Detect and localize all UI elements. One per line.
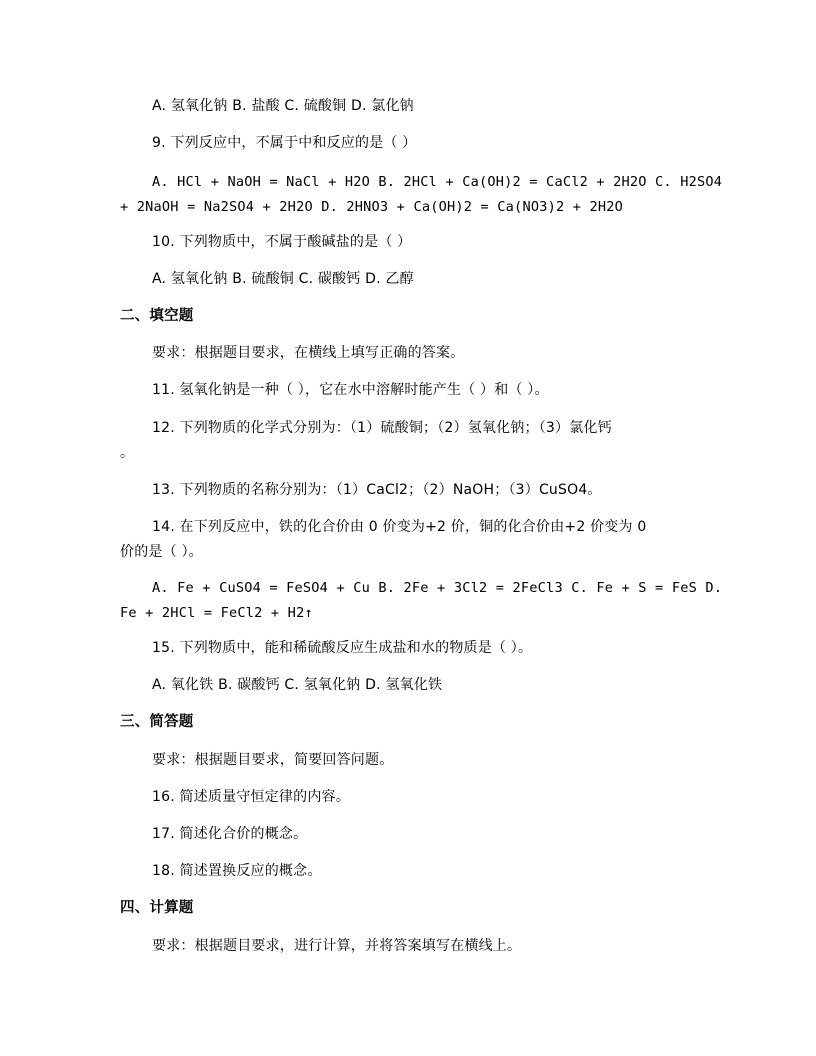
q9-stem: 9. 下列反应中，不属于中和反应的是（ ）	[152, 135, 417, 151]
q17-stem: 17. 简述化合价的概念。	[152, 826, 308, 842]
q18-stem: 18. 简述置换反应的概念。	[152, 863, 322, 879]
q10-stem: 10. 下列物质中，不属于酸碱盐的是（ ）	[152, 234, 412, 250]
section-heading-fill-in: 二、填空题	[120, 308, 194, 324]
q12-stem-line2: 。	[120, 445, 135, 461]
q8-options: A. 氢氧化钠 B. 盐酸 C. 硫酸铜 D. 氯化钠	[152, 98, 414, 114]
q9-options-line1: A. HCl + NaOH = NaCl + H2O B. 2HCl + Ca(OH)2 = CaCl2 + 2H2O C. H2SO4	[152, 174, 723, 190]
q10-options: A. 氢氧化钠 B. 硫酸铜 C. 碳酸钙 D. 乙醇	[152, 271, 414, 287]
section-heading-calculation: 四、计算题	[120, 900, 194, 916]
q12-stem-line1: 12. 下列物质的化学式分别为：（1）硫酸铜；（2）氢氧化钠；（3）氯化钙	[152, 420, 612, 436]
q15-stem: 15. 下列物质中，能和稀硫酸反应生成盐和水的物质是（ ）。	[152, 640, 533, 656]
q14-stem-line1: 14. 在下列反应中，铁的化合价由 0 价变为+2 价，铜的化合价由+2 价变为 0	[152, 519, 647, 535]
fill-in-instructions: 要求：根据题目要求，在横线上填写正确的答案。	[152, 345, 465, 361]
q13-stem: 13. 下列物质的名称分别为：（1）CaCl2；（2）NaOH；（3）CuSO4。	[152, 482, 602, 498]
q16-stem: 16. 简述质量守恒定律的内容。	[152, 789, 350, 805]
short-answer-instructions: 要求：根据题目要求，简要回答问题。	[152, 752, 394, 768]
q14-stem-line2: 价的是（ ）。	[120, 544, 203, 560]
calculation-instructions: 要求：根据题目要求，进行计算，并将答案填写在横线上。	[152, 938, 522, 954]
q14-options-line2: Fe + 2HCl = FeCl2 + H2↑	[120, 605, 313, 621]
q14-options-line1: A. Fe + CuSO4 = FeSO4 + Cu B. 2Fe + 3Cl2 = 2FeCl3 C. Fe + S = FeS D.	[152, 580, 723, 596]
q9-options-line2: + 2NaOH = Na2SO4 + 2H2O D. 2HNO3 + Ca(OH)2 = Ca(NO3)2 + 2H2O	[120, 199, 624, 215]
q11-stem: 11. 氢氧化钠是一种（ ），它在水中溶解时能产生（ ）和（ ）。	[152, 382, 549, 398]
section-heading-short-answer: 三、简答题	[120, 714, 194, 730]
q15-options: A. 氧化铁 B. 碳酸钙 C. 氢氧化钠 D. 氢氧化铁	[152, 677, 443, 693]
